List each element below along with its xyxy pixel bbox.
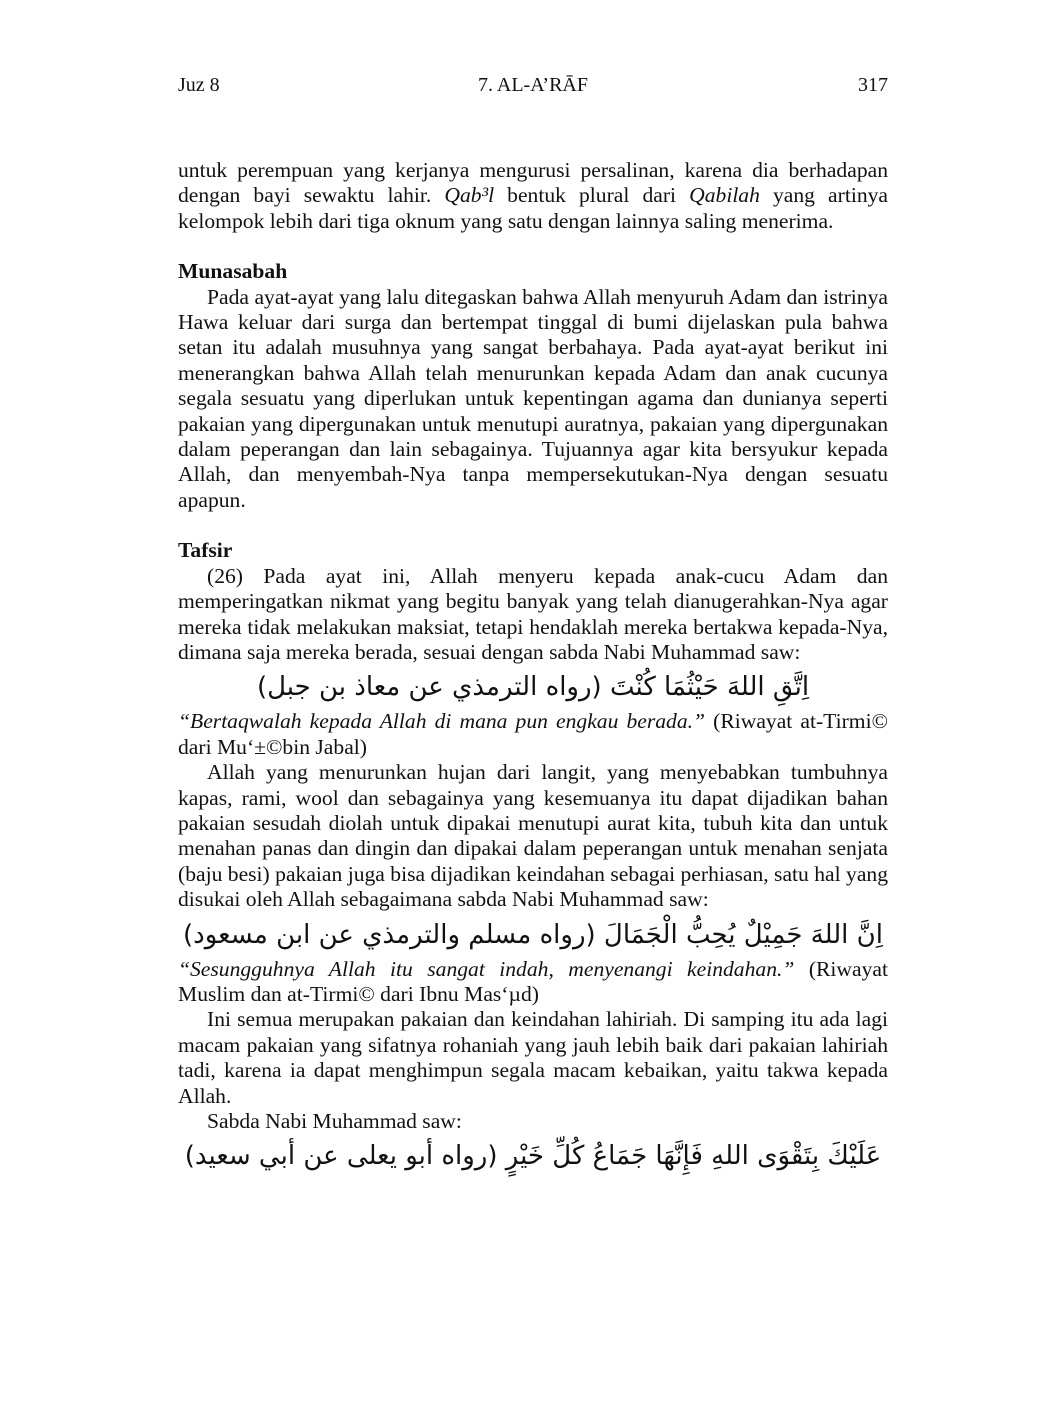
term-qabilah: Qabilah: [689, 183, 760, 208]
running-header: [178, 74, 888, 104]
tafsir-paragraph-3: Ini semua merupakan pakaian dan keindahan lahiriah. Di samping itu ada lagi macam pakaian yang sifatnya rohaniah yang jauh lebih baik dari pakaian lahiriah tadi, karena ia dapat menghimpun segala macam kebaikan, yaitu takwa kepada Allah.: [178, 1007, 888, 1108]
hadith-translation-1: “Bertaqwalah kepada Allah di mana pun engkau berada.” (Riwayat at-Tirmi© dari Mu‘±©bin Jabal): [178, 709, 888, 759]
page-body: [178, 158, 888, 1178]
tafsir-heading: Tafsir: [178, 538, 233, 563]
hadith-arabic-3: عَلَيْكَ بِتَقْوَى اللهِ فَإِنَّهَا جَمَاعُ كُلِّ خَيْرٍ (رواه أبو يعلى عن أبي سعيد): [184, 1141, 882, 1172]
hadith-arabic-1: اِتَّقِ اللهَ حَيْثُمَا كُنْتَ (رواه الترمذي عن معاذ بن جبل): [256, 672, 810, 703]
tafsir-paragraph-4: Sabda Nabi Muhammad saw:: [207, 1109, 462, 1133]
tafsir-paragraph-1: (26) Pada ayat ini, Allah menyeru kepada anak-cucu Adam dan memperingatkan nikmat yang begitu banyak yang telah dianugerahkan-Nya agar mereka tidak melakukan maksiat, tetapi hendaklah mereka bertakwa kepada-Nya, dimana saja mereka berada, sesuai dengan sabda Nabi Muhammad saw:: [178, 563, 888, 664]
munasabah-paragraph: Pada ayat-ayat yang lalu ditegaskan bahwa Allah menyuruh Adam dan istrinya Hawa keluar dari surga dan bertempat tinggal di bumi dijelaskan pula bahwa setan itu adalah musuhnya yang sangat berbahaya. Pada ayat-ayat berikut ini menerangkan bahwa Allah telah menurunkan kepada Adam dan anak cucunya segala sesuatu yang diperlukan untuk kepentingan agama dan dunianya seperti pakaian yang dipergunakan untuk menutupi auratnya, pakaian yang dipergunakan dalam peperangan dan lain sebagainya. Tujuannya agar kita bersyukur kepada Allah, dan menyembah-Nya tanpa mempersekutukan-Nya dengan sesuatu apapun.: [178, 284, 888, 512]
hadith-translation-2: “Sesungguhnya Allah itu sangat indah, menyenangi keindahan.” (Riwayat Muslim dan at-Tirmi© dari Ibnu Mas‘µd): [178, 956, 888, 1006]
hadith-arabic-2: اِنَّ اللهَ جَمِيْلٌ يُحِبُّ الْجَمَالَ (رواه مسلم والترمذي عن ابن مسعود): [183, 919, 883, 950]
page-number: 317: [858, 74, 888, 96]
munasabah-heading: Munasabah: [178, 259, 288, 284]
intro-paragraph: untuk perempuan yang kerjanya mengurusi persalinan, karena dia berhadapan dengan bayi sewaktu lahir. Qab³l bentuk plural dari Qabilah yang artinya kelompok lebih dari tiga oknum yang satu dengan lainnya saling menerima.: [178, 158, 888, 233]
chapter-title: 7. AL-A’RĀF: [477, 74, 588, 96]
term-qabil: Qab³l: [444, 183, 495, 208]
tafsir-paragraph-2: Allah yang menurunkan hujan dari langit, yang menyebabkan tumbuhnya kapas, rami, wool dan sebagainya yang kesemuanya itu dapat dijadikan bahan pakaian sesudah diolah untuk dipakai menutupi aurat kita, tubuh kita dan untuk menahan panas dan dingin dan dipakai dalam peperangan untuk menahan senjata (baju besi) pakaian juga bisa dijadikan keindahan sebagai perhiasan, satu hal yang disukai oleh Allah sebagaimana sabda Nabi Muhammad saw:: [178, 760, 888, 912]
juz-label: Juz 8: [178, 74, 220, 96]
